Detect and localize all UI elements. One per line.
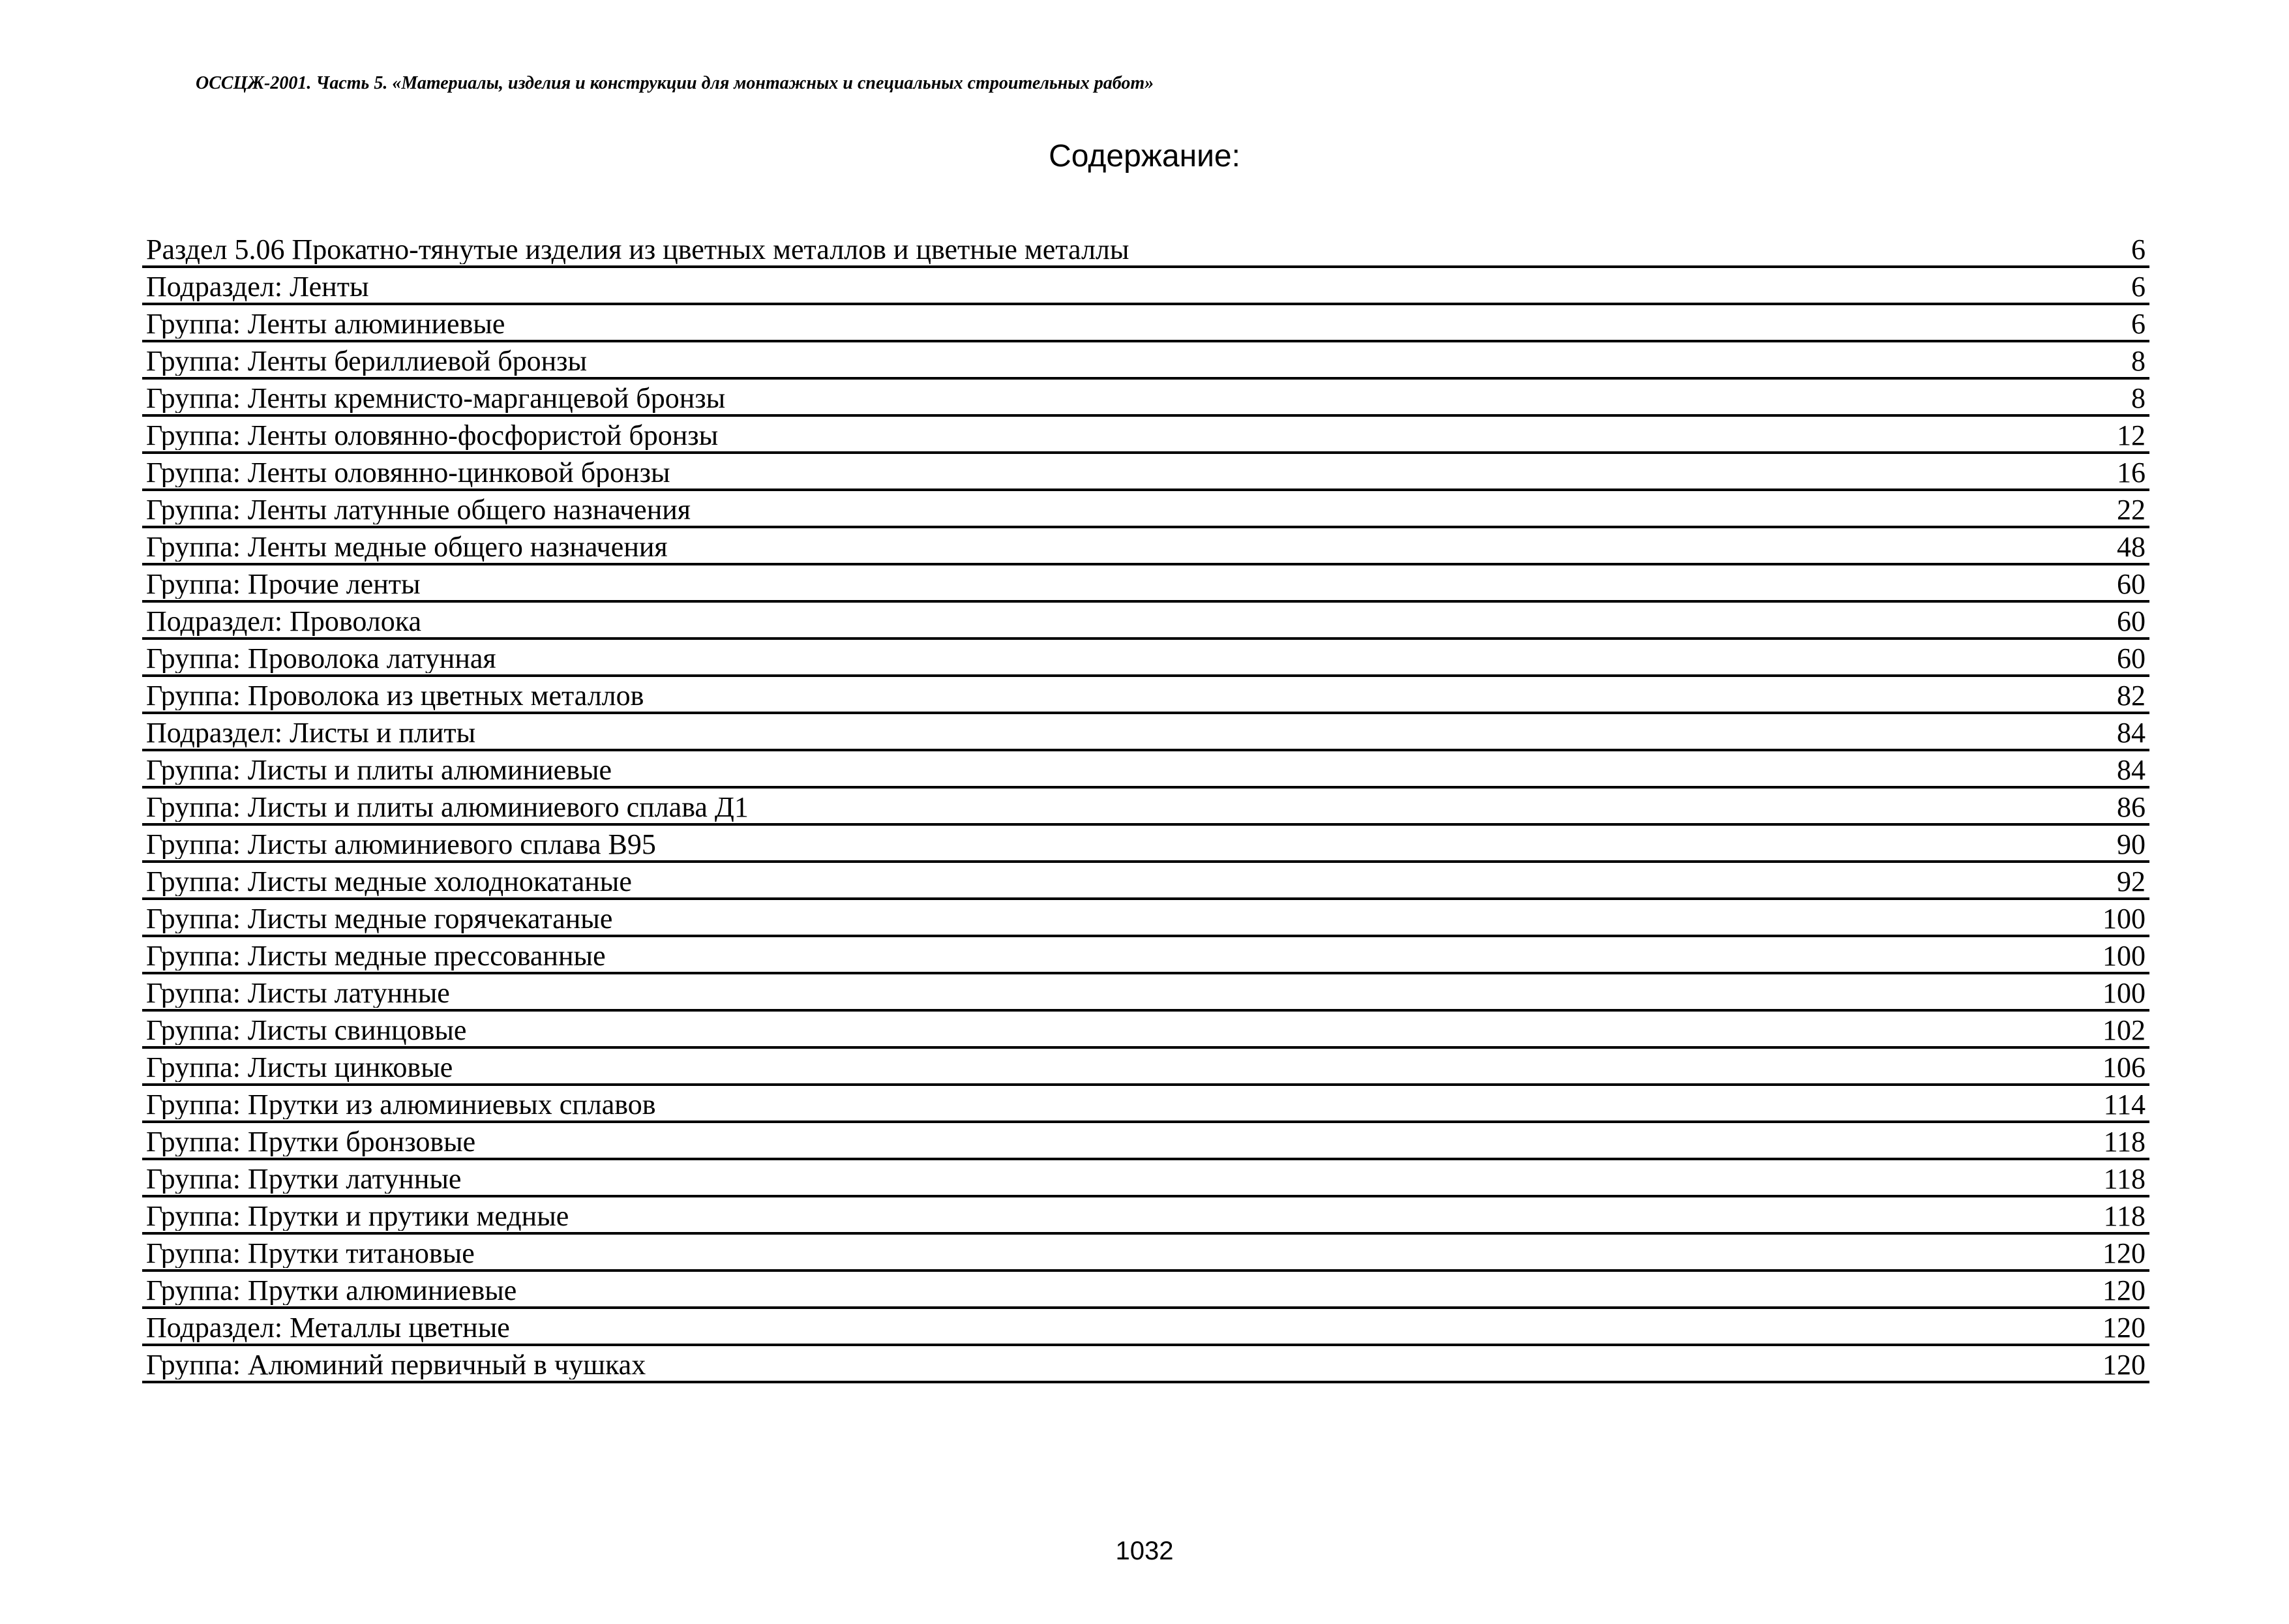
toc-entry[interactable]	[142, 1160, 2149, 1197]
toc-entry[interactable]	[142, 305, 2149, 342]
toc-entry-label: Группа: Проволока из цветных металлов	[146, 682, 644, 710]
toc-entry[interactable]	[142, 714, 2149, 751]
toc-entry-label: Группа: Листы медные горячекатаные	[146, 905, 613, 933]
toc-entry-label: Подраздел: Листы и плиты	[146, 719, 476, 747]
toc-entry[interactable]	[142, 751, 2149, 789]
toc-entry-label: Группа: Ленты оловянно-цинковой бронзы	[146, 459, 670, 487]
toc-entry-label: Группа: Листы цинковые	[146, 1053, 453, 1082]
toc-entry-label: Группа: Прутки латунные	[146, 1165, 462, 1194]
toc-entry-page: 6	[2131, 233, 2146, 265]
toc-entry-page: 6	[2131, 271, 2146, 303]
toc-entry[interactable]	[142, 1049, 2149, 1086]
toc-entry-page: 120	[2102, 1274, 2146, 1306]
toc-entry-label: Группа: Прочие ленты	[146, 570, 421, 599]
toc-entry-label: Группа: Листы свинцовые	[146, 1016, 467, 1045]
toc-entry-page: 48	[2117, 531, 2146, 563]
toc-entry-label: Группа: Прутки титановые	[146, 1239, 475, 1268]
toc-entry-page: 60	[2117, 568, 2146, 600]
toc-entry[interactable]	[142, 937, 2149, 974]
toc-entry-page: 118	[2103, 1126, 2146, 1158]
toc-entry-page: 6	[2131, 308, 2146, 340]
toc-entry[interactable]	[142, 1012, 2149, 1049]
toc-entry-page: 84	[2117, 717, 2146, 749]
toc-entry[interactable]	[142, 1272, 2149, 1309]
toc-entry-label: Группа: Прутки из алюминиевых сплавов	[146, 1090, 656, 1119]
toc-entry-page: 22	[2117, 494, 2146, 526]
toc-entry[interactable]	[142, 789, 2149, 826]
toc-entry[interactable]	[142, 826, 2149, 863]
toc-entry-page: 118	[2103, 1163, 2146, 1195]
toc-entry[interactable]	[142, 900, 2149, 937]
toc-entry[interactable]	[142, 342, 2149, 380]
toc-entry-page: 120	[2102, 1349, 2146, 1381]
toc-entry[interactable]	[142, 565, 2149, 603]
toc-entry[interactable]	[142, 491, 2149, 528]
toc-entry[interactable]	[142, 268, 2149, 305]
toc-entry-label: Группа: Ленты алюминиевые	[146, 310, 505, 338]
toc-entry-page: 8	[2131, 382, 2146, 414]
toc-entry[interactable]	[142, 231, 2149, 268]
toc-entry[interactable]	[142, 974, 2149, 1012]
running-header: ОССЦЖ-2001. Часть 5. «Материалы, изделия и конструкции для монтажных и специальных строительных работ»	[196, 73, 1154, 93]
toc-entry[interactable]	[142, 640, 2149, 677]
toc-entry-label: Группа: Листы медные прессованные	[146, 942, 606, 970]
toc-entry[interactable]	[142, 603, 2149, 640]
toc-entry[interactable]	[142, 1309, 2149, 1346]
toc-entry-label: Группа: Ленты бериллиевой бронзы	[146, 347, 588, 376]
toc-entry-page: 120	[2102, 1312, 2146, 1344]
toc-entry-label: Группа: Проволока латунная	[146, 644, 496, 673]
toc-entry-page: 8	[2131, 345, 2146, 377]
toc-entry-label: Группа: Листы и плиты алюминиевого сплава Д1	[146, 793, 749, 822]
toc-entry[interactable]	[142, 528, 2149, 565]
toc-entry-label: Раздел 5.06 Прокатно-тянутые изделия из цветных металлов и цветные металлы	[146, 235, 1130, 264]
toc-entry-label: Группа: Ленты латунные общего назначения	[146, 496, 691, 524]
toc-entry-page: 16	[2117, 457, 2146, 489]
toc-entry-page: 92	[2117, 865, 2146, 897]
toc-entry[interactable]	[142, 417, 2149, 454]
toc-entry-label: Группа: Прутки и прутики медные	[146, 1202, 569, 1231]
toc-entry-page: 118	[2103, 1200, 2146, 1232]
toc-entry-page: 114	[2103, 1089, 2146, 1120]
toc-entry-page: 12	[2117, 419, 2146, 451]
toc-entry-page: 106	[2102, 1051, 2146, 1083]
toc-entry-label: Группа: Листы и плиты алюминиевые	[146, 756, 612, 785]
toc-entry-page: 100	[2102, 940, 2146, 972]
toc-entry[interactable]	[142, 1346, 2149, 1383]
toc-entry-page: 102	[2102, 1014, 2146, 1046]
toc-entry-page: 90	[2117, 828, 2146, 860]
toc-entry-label: Группа: Листы латунные	[146, 979, 450, 1008]
toc-entry-page: 82	[2117, 680, 2146, 712]
toc-entry[interactable]	[142, 863, 2149, 900]
table-of-contents	[142, 231, 2149, 1383]
toc-entry-page: 60	[2117, 642, 2146, 674]
toc-entry[interactable]	[142, 1086, 2149, 1123]
toc-entry-label: Группа: Ленты оловянно-фосфористой бронзы	[146, 421, 719, 450]
toc-entry-label: Группа: Листы медные холоднокатаные	[146, 867, 632, 896]
toc-entry-label: Группа: Ленты кремнисто-марганцевой бронзы	[146, 384, 726, 413]
toc-entry-label: Подраздел: Металлы цветные	[146, 1314, 510, 1342]
page-number: 1032	[1115, 1537, 1174, 1565]
toc-entry[interactable]	[142, 1123, 2149, 1160]
toc-entry-page: 120	[2102, 1237, 2146, 1269]
toc-entry[interactable]	[142, 1197, 2149, 1235]
toc-entry[interactable]	[142, 677, 2149, 714]
toc-entry-label: Подраздел: Ленты	[146, 273, 369, 301]
toc-entry-label: Группа: Прутки алюминиевые	[146, 1276, 517, 1305]
toc-entry-page: 100	[2102, 903, 2146, 935]
toc-entry-page: 84	[2117, 754, 2146, 786]
toc-entry-label: Группа: Алюминий первичный в чушках	[146, 1351, 646, 1379]
toc-entry[interactable]	[142, 1235, 2149, 1272]
page-title: Содержание:	[1049, 139, 1240, 173]
toc-entry[interactable]	[142, 454, 2149, 491]
toc-entry-label: Подраздел: Проволока	[146, 607, 421, 636]
toc-entry-page: 60	[2117, 605, 2146, 637]
toc-entry-label: Группа: Прутки бронзовые	[146, 1128, 476, 1156]
toc-entry-page: 100	[2102, 977, 2146, 1009]
toc-entry[interactable]	[142, 380, 2149, 417]
toc-entry-label: Группа: Листы алюминиевого сплава В95	[146, 830, 656, 859]
toc-entry-page: 86	[2117, 791, 2146, 823]
toc-entry-label: Группа: Ленты медные общего назначения	[146, 533, 668, 562]
